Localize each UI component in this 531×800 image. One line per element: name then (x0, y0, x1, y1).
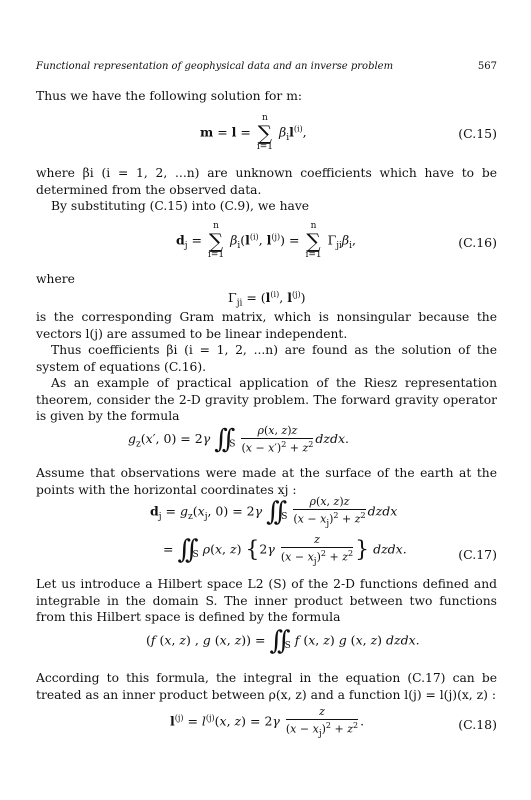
gram-matrix-body: $\Gamma_{ji} = (l^{(i)}$, $l^{(j)}$) (228, 290, 306, 309)
gravity-operator-equation (0, 424, 531, 454)
equation-c16-body: $d_j = n$ ∑ i=1 $\beta_i(l^{(i)}$, $l^{(j)}) = n$ ∑ i=1 $\Gamma_{ji}\beta_i$, (176, 221, 357, 260)
equation-number: (C.17) (458, 547, 497, 562)
equation-c18 (0, 705, 531, 743)
equation-c15-body: m = l = n ∑ i=1 $\beta_il^{(i)}$, (200, 113, 307, 152)
equation-c17 (0, 533, 531, 573)
paragraph-6: Thus coefficients βi (i = 1, 2, ...n) are found as the solution of the system of equations (C.16). (36, 343, 497, 374)
equation-c16 (0, 222, 531, 264)
paragraph-10: According to this formula, the integral in the equation (C.17) can be treated as an inner product between ρ(x, z) and a function l(j) = l(j)(x, z) : (36, 671, 497, 702)
running-header (36, 61, 497, 72)
equation-c17-body: = $\int\int_S$ ρ(x, z) {2γ $\frac{z}{(x - x_j)^2 + z^2}$ } dzdx. (163, 533, 407, 567)
paragraph-2: where βi (i = 1, 2, ...n) are unknown coefficients which have to be determined from the observed data. (36, 166, 497, 197)
paragraph-1: Thus we have the following solution for m: (36, 89, 303, 103)
equation-number: (C.16) (458, 235, 497, 250)
paragraph-3: By substituting (C.15) into (C.9), we have (51, 199, 310, 213)
equation-number: (C.18) (458, 717, 497, 732)
equation-c15 (0, 114, 531, 154)
equation-dj (0, 495, 531, 533)
inner-product-equation (0, 626, 531, 662)
paragraph-7: As an example of practical application of the Riesz representation theorem, consider the 2-D gravity problem. The forward gravity operator is given by the formula (36, 376, 497, 423)
paragraph-9: Let us introduce a Hilbert space L2 (S) of the 2-D functions defined and integrable in the domain S. The inner product between two functions from this Hilbert space is defined by the formula (36, 577, 497, 624)
paragraph-5: is the corresponding Gram matrix, which is nonsingular because the vectors l(j) are assumed to be linear independent. (36, 310, 497, 341)
equation-dj-body: $d_j = g_z(x_j$, 0) = 2γ $\int\int_S$ $\frac{\rho(x, z)z}{(x - x_j)^2 + z^2}$ dzdx (150, 495, 398, 529)
gram-matrix-equation (0, 290, 531, 308)
equation-c18-body: $l^{(j)} = l^{(j)}(x$, z) = 2γ $\frac{z}{(x - x_j)^2 + z^2}$ . (170, 705, 365, 739)
paragraph-8: Assume that observations were made at the surface of the earth at the points with the horizontal coordinates xj : (36, 466, 497, 497)
page-number: 567 (477, 61, 497, 72)
gravity-operator-body: $g_z(x'$, 0) = 2γ $\int\int_S$ $\frac{\rho(x, z)z}{(x - x')^2 + z^2}$ dzdx. (128, 424, 350, 455)
equation-number: (C.15) (458, 126, 497, 141)
paragraph-4: where (36, 272, 75, 286)
running-title: Functional representation of geophysical data and an inverse problem (36, 61, 394, 72)
inner-product-body: (f (x, z) , g (x, $z)) = \int\int_S$ f (x, z) g (x, z) dzdx. (146, 626, 420, 656)
